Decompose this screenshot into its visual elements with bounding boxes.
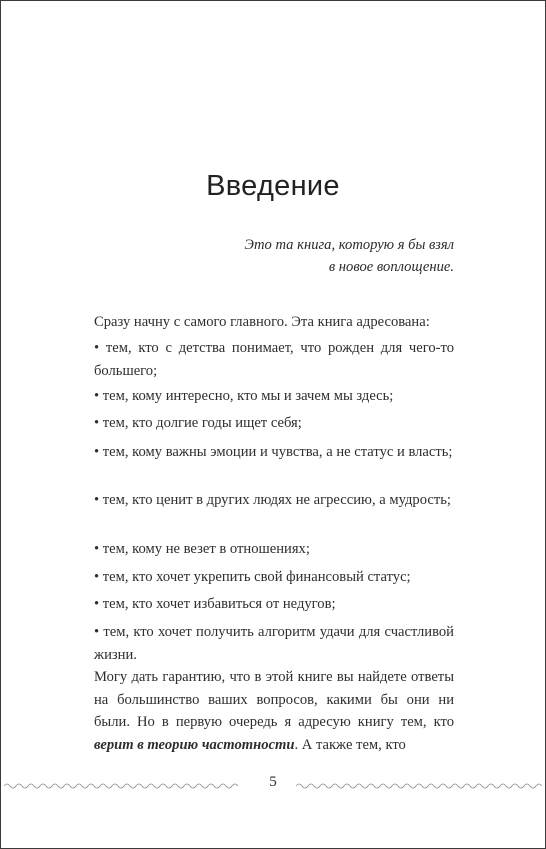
bullet-item: • тем, кто хочет укрепить свой финансовый статус; (94, 569, 411, 585)
intro-text: Сразу начну с самого главного. Эта книга адресована: (94, 314, 430, 330)
chapter-title: Введение (206, 170, 340, 202)
bullet-item: • тем, кто хочет избавиться от недугов; (94, 596, 336, 612)
bullet-item: • тем, кто с детства понимает, что рожден для чего-то большего; (94, 340, 454, 379)
emphasis-text: верит в теорию частотности (94, 736, 295, 753)
page-number: 5 (269, 774, 277, 790)
bullet-item: • тем, кому интересно, кто мы и зачем мы здесь; (94, 388, 394, 404)
paragraph-text-start: Могу дать гарантию, что в этой книге вы найдете ответы на большинство ваших вопросов, какими бы они ни были. Но в первую очередь я адресую книгу тем, кто (94, 669, 454, 730)
bullet-item: • тем, кому не везет в отношениях; (94, 541, 310, 557)
epigraph-line-1: Это та книга, которую я бы взял (244, 237, 454, 253)
epigraph-line-2: в новое воплощение. (328, 259, 454, 275)
paragraph-text-end: . А также тем, кто (294, 736, 406, 753)
bullet-item: • тем, кто долгие годы ищет себя; (94, 415, 302, 431)
bullet-item: • тем, кто хочет получить алгоритм удачи для счастливой жизни. (94, 624, 454, 663)
body-paragraph (94, 666, 454, 756)
epigraph (244, 234, 454, 278)
bullet-item: • тем, кому важны эмоции и чувства, а не статус и власть; (94, 444, 453, 460)
bullet-item: • тем, кто ценит в других людях не агрессию, а мудрость; (94, 492, 451, 508)
